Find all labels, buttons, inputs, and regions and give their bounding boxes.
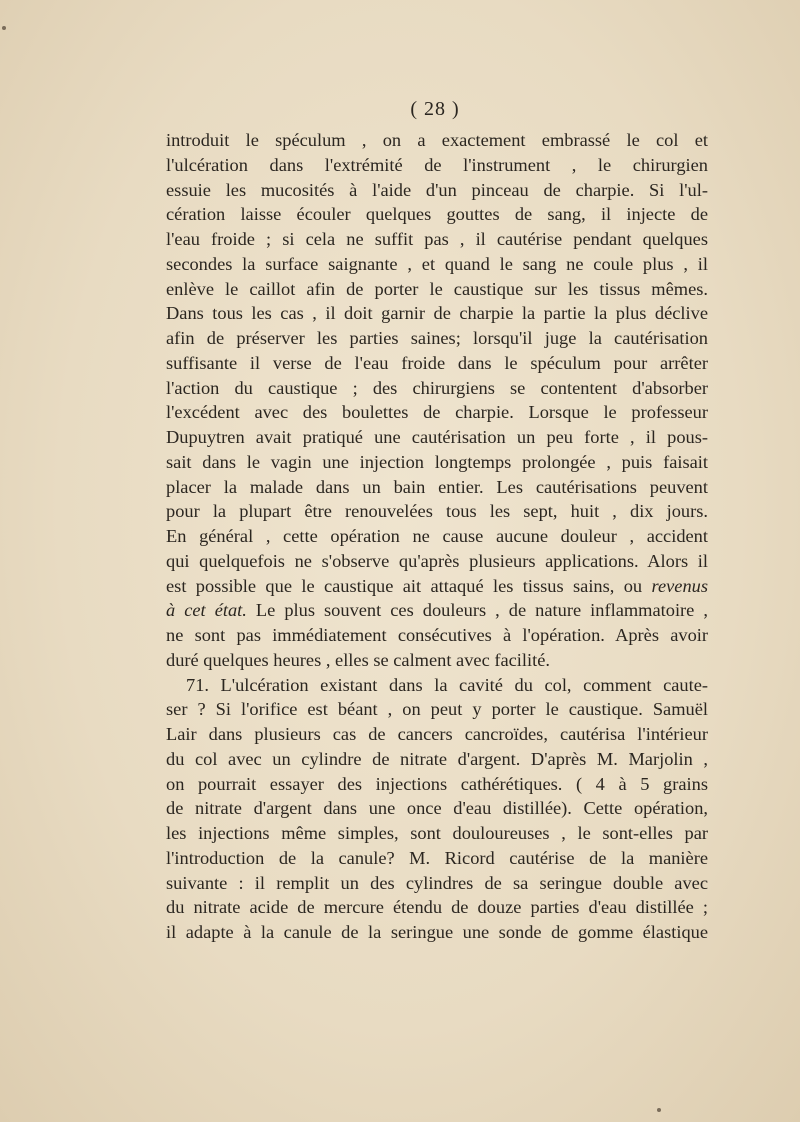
text-line: sait dans le vagin une injection longtemps prolongée , puis faisait — [166, 451, 708, 472]
text-line: suivante : il remplit un des cylindres de sa seringue double avec — [166, 872, 708, 893]
text-line: l'excédent avec des boulettes de charpie. Lorsque le professeur — [166, 402, 708, 423]
text-line: 71. L'ulcération existant dans la cavité du col, comment caute- — [186, 674, 708, 695]
text-line: du nitrate acide de mercure étendu de douze parties d'eau distillée ; — [166, 897, 708, 918]
text-line: ne sont pas immédiatement consécutives à l'opération. Après avoir — [166, 625, 708, 645]
text-line: l'action du caustique ; des chirurgiens se contentent d'absorber — [166, 377, 708, 398]
text-line: Dans tous les cas , il doit garnir de charpie la partie la plus déclive — [166, 303, 708, 324]
text-line: pour la plupart être renouvelées tous les sept, huit , dix jours. — [166, 501, 708, 522]
page-number: ( 28 ) — [410, 98, 460, 120]
text-line: afin de préserver les parties saines; lorsqu'il juge la cautérisation — [166, 328, 708, 348]
italic-text-run: à cet état. — [166, 600, 247, 621]
page-speck — [657, 1108, 661, 1112]
text-line: Dupuytren avait pratiqué une cautérisation un peu forte , il pous- — [166, 427, 708, 447]
text-run: Le plus souvent ces douleurs , de nature inflammatoire , — [246, 600, 708, 621]
body-text — [166, 128, 708, 945]
text-line: enlève le caillot afin de porter le caustique sur les tissus mêmes. — [166, 278, 708, 299]
text-line — [166, 598, 708, 623]
text-line: qui quelquefois ne s'observe qu'après plusieurs applications. Alors il — [166, 550, 708, 571]
text-line: introduit le spéculum , on a exactement embrassé le col et — [166, 130, 708, 150]
text-line: du col avec un cylindre de nitrate d'argent. D'après M. Marjolin , — [166, 748, 708, 769]
text-line: l'eau froide ; si cela ne suffit pas , il cautérise pendant quelques — [166, 229, 708, 249]
text-line: les injections même simples, sont douloureuses , le sont-elles par — [166, 823, 708, 843]
text-line: ser ? Si l'orifice est béant , on peut y porter le caustique. Samuël — [166, 699, 708, 720]
text-line: l'introduction de la canule? M. Ricord cautérise de la manière — [166, 847, 708, 868]
text-line: suffisante il verse de l'eau froide dans le spéculum pour arrêter — [166, 352, 708, 373]
text-line: on pourrait essayer des injections cathérétiques. ( 4 à 5 grains — [166, 773, 708, 794]
text-line: En général , cette opération ne cause aucune douleur , accident — [166, 526, 708, 546]
text-line: l'ulcération dans l'extrémité de l'instrument , le chirurgien — [166, 154, 708, 175]
text-line: cération laisse écouler quelques gouttes de sang, il injecte de — [166, 204, 708, 225]
text-run: est possible que le caustique ait attaqué les tissus sains, ou — [166, 575, 652, 596]
text-line: essuie les mucosités à l'aide d'un pinceau de charpie. Si l'ul- — [166, 179, 708, 200]
page-speck — [2, 26, 6, 30]
text-line — [166, 574, 708, 599]
text-line: duré quelques heures , elles se calment avec facilité. — [166, 649, 550, 670]
text-line: il adapte à la canule de la seringue une sonde de gomme élastique — [166, 922, 708, 942]
italic-text-run: revenus — [651, 575, 708, 596]
text-line: secondes la surface saignante , et quand le sang ne coule plus , il — [166, 253, 708, 274]
text-line: de nitrate d'argent dans une once d'eau distillée). Cette opération, — [166, 798, 708, 819]
text-line: Lair dans plusieurs cas de cancers cancroïdes, cautérisa l'intérieur — [166, 724, 708, 744]
text-line: placer la malade dans un bain entier. Les cautérisations peuvent — [166, 476, 708, 497]
